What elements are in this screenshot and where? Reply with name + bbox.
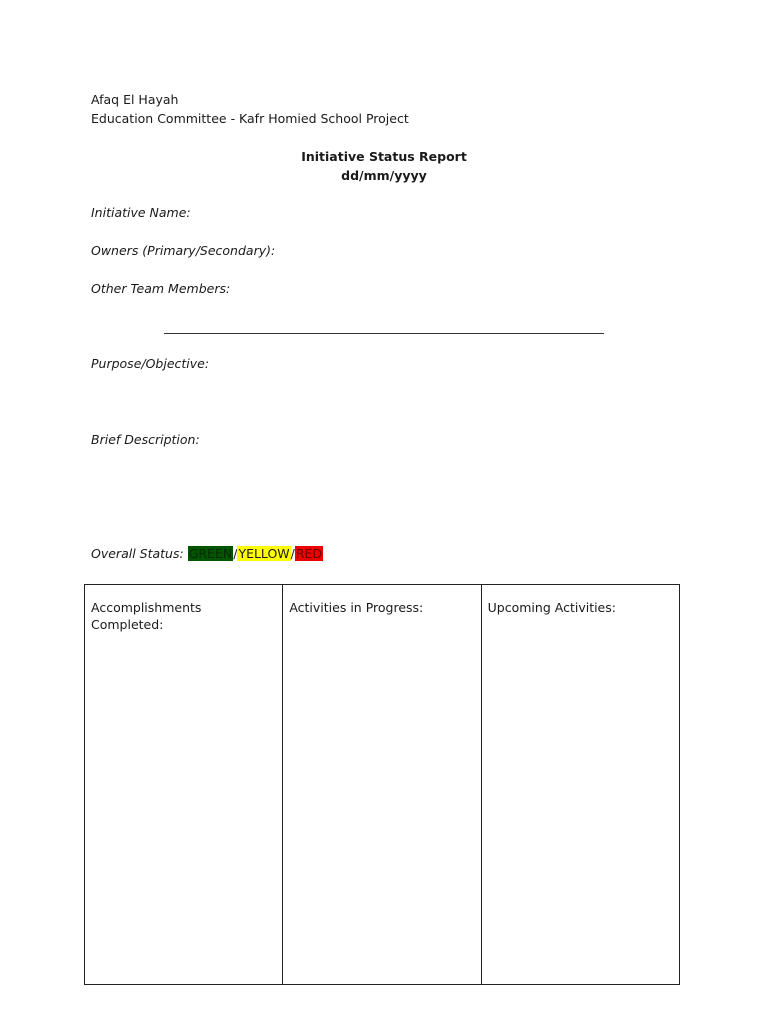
status-red-highlight: RED bbox=[295, 546, 323, 561]
activities-in-progress-header: Activities in Progress: bbox=[289, 600, 424, 615]
status-separator: / bbox=[233, 546, 238, 561]
status-separator: / bbox=[290, 546, 295, 561]
activities-table bbox=[84, 584, 680, 985]
upcoming-activities-cell[interactable] bbox=[481, 585, 679, 985]
accomplishments-completed-cell[interactable] bbox=[85, 585, 283, 985]
overall-status-line bbox=[91, 545, 323, 562]
overall-status-label: Overall Status: bbox=[91, 546, 184, 561]
field-purpose-objective: Purpose/Objective: bbox=[91, 356, 210, 371]
accomplishments-completed-header: Accomplishments Completed: bbox=[91, 600, 202, 632]
status-green-highlight: GREEN bbox=[188, 546, 233, 561]
field-other-team-members: Other Team Members: bbox=[91, 281, 231, 296]
field-brief-description: Brief Description: bbox=[91, 432, 200, 447]
field-owners: Owners (Primary/Secondary): bbox=[91, 243, 276, 258]
project-line: Education Committee - Kafr Homied School Project bbox=[91, 111, 409, 126]
field-initiative-name: Initiative Name: bbox=[91, 205, 191, 220]
report-title-block bbox=[0, 147, 768, 185]
upcoming-activities-header: Upcoming Activities: bbox=[487, 600, 616, 615]
status-yellow-highlight: YELLOW bbox=[238, 546, 290, 561]
table-row bbox=[85, 585, 680, 985]
org-name: Afaq El Hayah bbox=[91, 92, 179, 107]
divider-line bbox=[164, 333, 604, 334]
organization-header bbox=[91, 90, 409, 128]
report-title: Initiative Status Report bbox=[301, 149, 467, 164]
activities-in-progress-cell[interactable] bbox=[283, 585, 481, 985]
report-date: dd/mm/yyyy bbox=[341, 168, 427, 183]
